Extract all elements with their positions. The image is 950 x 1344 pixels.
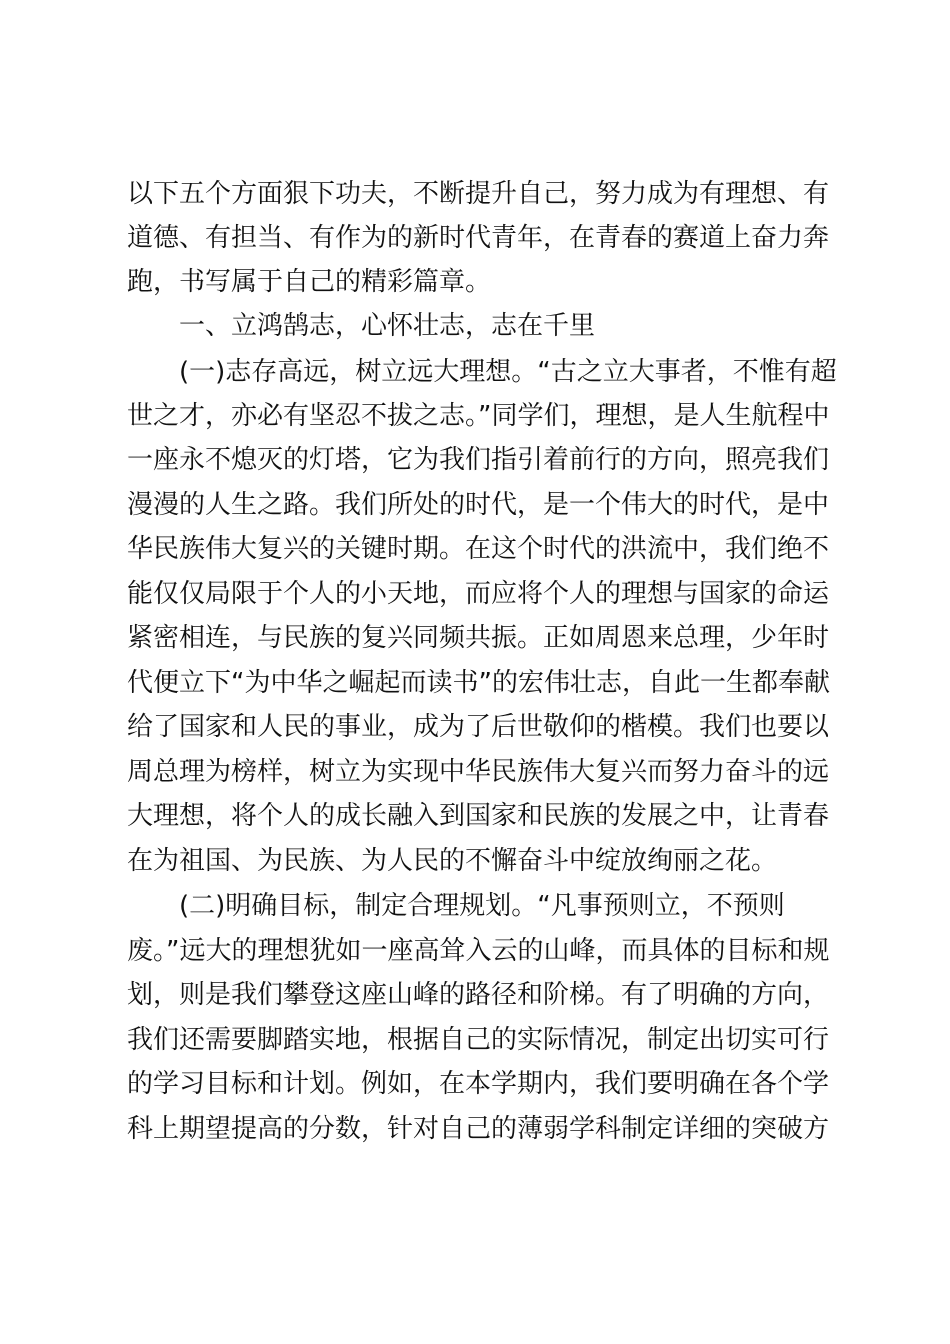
subsection-heading-2: (二)明确目标，制定合理规划。“凡事预则立，不预则: [179, 891, 785, 921]
body-line-14: 周总理为榜样，树立为实现中华民族伟大复兴而努力奋斗的远: [127, 757, 830, 787]
body-line-2: 道德、有担当、有作为的新时代青年，在青春的赛道上奋力奔: [127, 223, 830, 253]
body-line-9: 华民族伟大复兴的关键时期。在这个时代的洪流中，我们绝不: [127, 534, 830, 564]
section-heading-1: 一、立鸿鹄志，心怀壮志，志在千里: [179, 311, 596, 341]
body-line-1: 以下五个方面狠下功夫，不断提升自己，努力成为有理想、有: [127, 179, 830, 209]
body-line-6: 世之才，亦必有坚忍不拔之志。”同学们，理想，是人生航程中: [127, 401, 830, 431]
body-line-22: 科上期望提高的分数，针对自己的薄弱学科制定详细的突破方: [127, 1114, 830, 1144]
body-line-11: 紧密相连，与民族的复兴同频共振。正如周恩来总理，少年时: [127, 623, 830, 653]
body-line-12: 代便立下“为中华之崛起而读书”的宏伟壮志，自此一生都奉献: [127, 668, 830, 698]
body-line-8: 漫漫的人生之路。我们所处的时代，是一个伟大的时代，是中: [127, 490, 830, 520]
body-line-3: 跑，书写属于自己的精彩篇章。: [127, 267, 492, 297]
body-line-19: 划，则是我们攀登这座山峰的路径和阶梯。有了明确的方向，: [127, 980, 830, 1010]
body-line-7: 一座永不熄灭的灯塔，它为我们指引着前行的方向，照亮我们: [127, 445, 830, 475]
subsection-heading-1: (一)志存高远，树立远大理想。“古之立大事者，不惟有超: [179, 357, 837, 387]
body-line-16: 在为祖国、为民族、为人民的不懈奋斗中绽放绚丽之花。: [127, 846, 778, 876]
body-line-20: 我们还需要脚踏实地，根据自己的实际情况，制定出切实可行: [127, 1025, 830, 1055]
body-line-21: 的学习目标和计划。例如，在本学期内，我们要明确在各个学: [127, 1069, 830, 1099]
body-line-10: 能仅仅局限于个人的小天地，而应将个人的理想与国家的命运: [127, 579, 830, 609]
body-line-18: 废。”远大的理想犹如一座高耸入云的山峰，而具体的目标和规: [127, 936, 830, 966]
body-line-13: 给了国家和人民的事业，成为了后世敬仰的楷模。我们也要以: [127, 712, 830, 742]
body-line-15: 大理想，将个人的成长融入到国家和民族的发展之中，让青春: [127, 801, 830, 831]
